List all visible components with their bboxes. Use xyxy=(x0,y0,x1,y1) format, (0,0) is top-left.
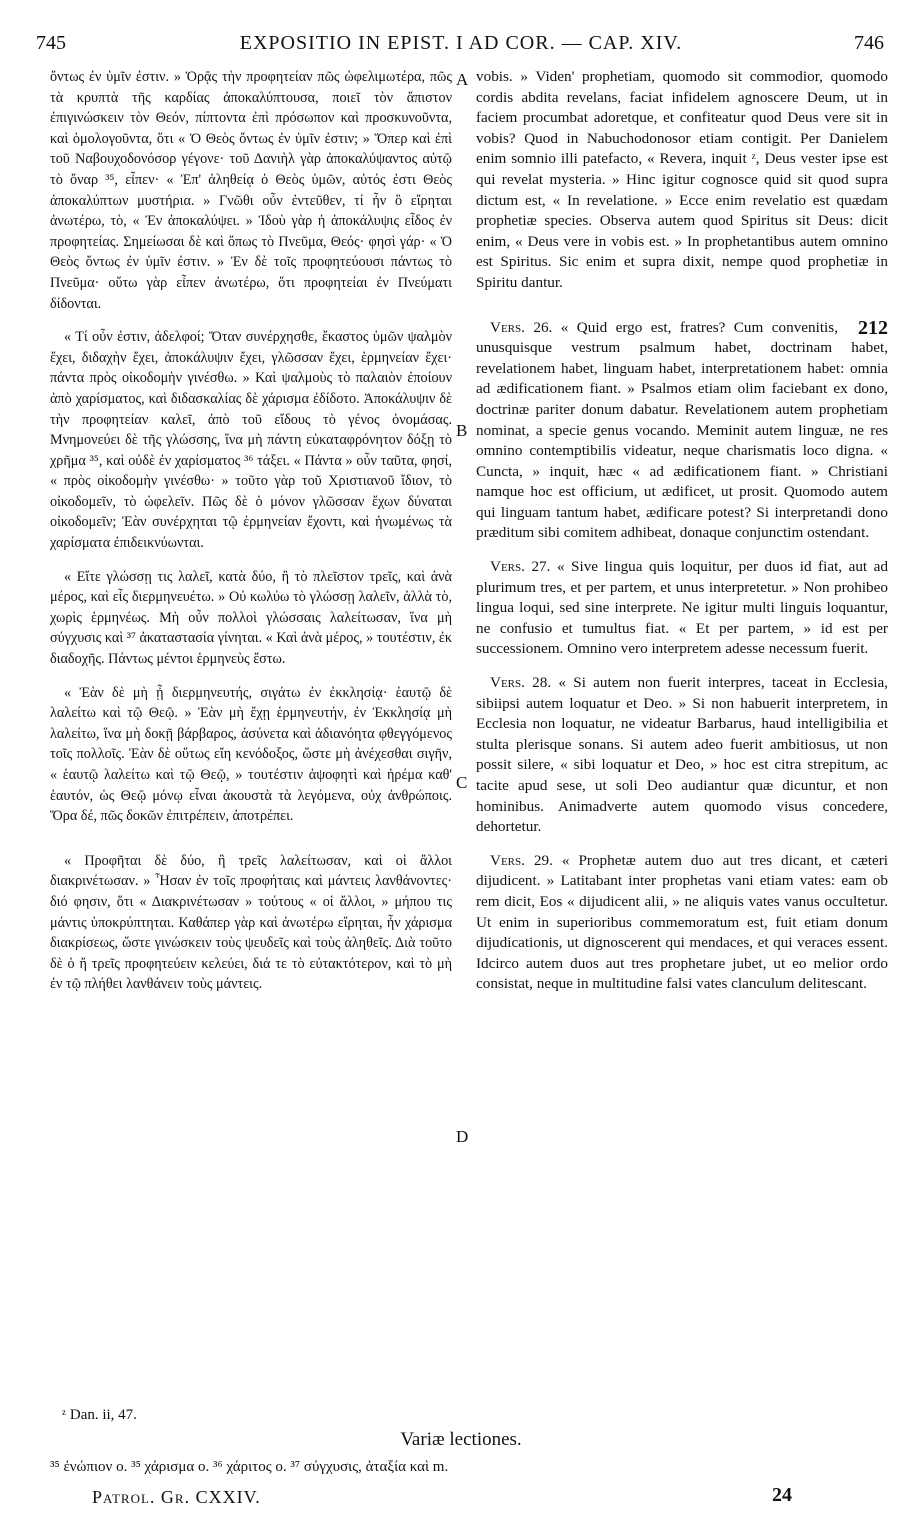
verse-label: Vers. 26. xyxy=(490,318,553,336)
latin-paragraph xyxy=(476,557,888,660)
section-marker-b: B xyxy=(456,421,468,440)
latin-text: « Quid ergo est, fratres? Cum convenitis, unusquisque vestrum psalmum habet, doctrinam habet, revelationem habet, linguam habet, interpretationem habet: omnia ad ædificationem fiant. » Psalmos etiam olim faciebant ex dono, doctrinæ pariter donum dabatur. Revelationem autem prophetiam nominat, a specie genus vocando. Meminit autem linguæ, ne res omnino contemptibilis videatur, neque charismatis loco digna. « Cuncta, » inquit, hæc « ad ædificationem fiant. » Christiani namque hoc est officium, ut ædificet, ut prosit. Quomodo autem qui linguam tantum habet, ædificare potest? Si interpretandi dono præditum sibi comitem adhibeat, donaque conjunctim ostendant. xyxy=(476,318,888,542)
variant-readings-title: Variæ lectiones. xyxy=(400,1429,522,1450)
latin-paragraph xyxy=(476,851,888,995)
running-header xyxy=(0,32,922,56)
latin-text: « Prophetæ autem duo aut tres dicant, et cæteri dijudicent. » Latitabant inter prophetas vani etiam vates: eam ob rem dicit, Eos « dijudicent alii, » ne aliquis vates vanus occultetur. Ut enim in superioribus commemoratum est, fuit etiam donum dijudicationis, ut dignoscerent qui mendaces, et qui veraces essent. Idcirco autem duos aut tres prophetare jubet, ut eo melior ordo consistat, neque in multitudine falsi vates clanculum delitescant. xyxy=(476,851,888,993)
greek-paragraph: ὄντως ἐν ὑμῖν ἐστιν. » Ὁρᾷς τὴν προφητείαν πῶς ὠφελιμωτέρα, πῶς τὰ κρυπτὰ τῆς καρδίας ἀποκαλύπτουσα, ποιεῖ τὸν ἄπιστον ἐπιγινώσκειν τὸν Θεόν, πίπτοντα ἐπὶ πρόσωπον καὶ προσκυνοῦντα, καὶ ὁμολογοῦντα, ὅτι « Ὁ Θεὸς ὄντως ἐν ὑμῖν ἐστιν; » Ὅπερ καὶ ἐπὶ τοῦ Ναβουχοδονόσορ γέγονε· τοῦ Δανιὴλ γὰρ ἀποκαλύψαντος αὐτῷ τὸ ὄναρ ³⁵, εἶπεν· « Ἐπ' ἀληθείᾳ ὁ Θεὸς ὑμῶν, αὐτός ἐστι Θεὸς ἀποκαλύπτων μυστήρια. » Γνῶθι οὖν ἐντεῦθεν, τί ἦν ὃ εἴρηται ἀνωτέρω, τὸ, « Ἐν ἀποκαλύψει. » Ἰδοὺ γὰρ ἡ ἀποκάλυψις εἶδος ἐν προφητείας. Σημείωσαι δὲ καὶ ὅπως τὸ Πνεῦμα, Θεός· φησὶ γάρ· « Ὁ Θεὸς ὄντως ἐν ὑμῖν ἐστιν. » Ἐν δὲ τοῖς προφητεύουσι πάντως τὸ Πνεῦμα· οὕτω γὰρ εἶπεν ἀνωτέρω, ὅτι προφητείαι ἐν Πνεύματι δίδονται. xyxy=(50,69,452,312)
variant-readings: ³⁵ ἐνώπιον ο. ³⁵ χάρισμα ο. ³⁶ χάριτος ο. ³⁷ σύγχυσις, ἀταξία καὶ m. xyxy=(50,1459,449,1475)
latin-text: « Si autem non fuerit interpres, taceat in Ecclesia, sibiipsi autem loquatur et Deo. » Si non habuerit interpretem, in Ecclesia non loquatur, ne videatur Barbarus, haud intelligibilia et stulta plerisque sonans. Si autem adeo fuerit ambitiosus, ut non possit silere, « sibi loquatur et Deo, » hoc est citra strepitum, ac tacite apud sese, ut soli Deo audiantur quæ dicuntur, et non hominibus. Animadverte autem quomodo visus concedere, dehortetur. xyxy=(476,674,888,836)
verse-label: Vers. 27. xyxy=(490,558,551,576)
latin-paragraph xyxy=(476,318,888,545)
greek-paragraph: « Εἴτε γλώσσῃ τις λαλεῖ, κατὰ δύο, ἢ τὸ πλεῖστον τρεῖς, καὶ ἀνὰ μέρος, καὶ εἷς διερμηνευέτω. » Οὐ κωλύω τὸ γλώσσῃ λαλεῖν, ἀλλὰ τὸ, χωρὶς ἑρμηνέως. Μὴ οὖν πολλοὶ γλώσσαις λαλείτωσαν, ἵνα μὴ σύγχυσις καὶ ³⁷ ἀκαταστασία γίνηται. « Καὶ ἀνὰ μέρος, » τουτέστιν, ἐκ διαδοχῆς. Πάντως μέντοι ἑρμηνεὺς ἔστω. xyxy=(50,568,453,668)
latin-text: « Sive lingua quis loquitur, per duos id fiat, aut ad plurimum tres, et per partem, et unus interpretetur. » Non prohibeo lingua loqui, sed sine interprete. Ne igitur multi linguis loquantur, ne confusio et tumultus fiat. « Et per partem, » id est per successionem. Omnino vero interpretem adesse necessum fuerit. xyxy=(476,558,888,658)
verse-label: Vers. 28. xyxy=(490,674,552,692)
section-marker-a: A xyxy=(456,70,469,89)
greek-paragraph: « Προφῆται δὲ δύο, ἢ τρεῖς λαλείτωσαν, καὶ οἱ ἄλλοι διακρινέτωσαν. » Ἦσαν ἐν τοῖς προφήταις καὶ μάντεις λανθάνοντες· διό φησιν, ὅτι « Διακρινέτωσαν » τούτους « οἱ ἄλλοι, » μήπου τις μάντις ὑποκρύπτηται. Καθάπερ γὰρ καὶ ἀνωτέρω εἴρηται, ἦν χάρισμα διακρίσεως, ὥστε γινώσκειν τοὺς ψευδεῖς καὶ τοὺς ἀληθεῖς. Διὰ τοῦτο δὲ ὁ ἤ τρεῖς προφητεύειν κελεύει, διά τε τὸ εὐτακτότερον, καὶ τὸ μὴ ἐν τῷ πλήθει λανθάνειν τοὺς μάντεις. xyxy=(50,852,452,993)
greek-paragraph: « Τί οὖν ἐστιν, ἀδελφοί; Ὅταν συνέρχησθε, ἕκαστος ὑμῶν ψαλμὸν ἔχει, διδαχὴν ἔχει, ἀποκάλυψιν ἔχει, γλῶσσαν ἔχει, ἑρμηνείαν ἔχει· πάντα πρὸς οἰκοδομὴν γινέσθω. » Καὶ ψαλμοὺς τὸ παλαιὸν ἐποίουν ἀπὸ χαρίσματος, καὶ διδασκαλίας δὲ χάρισμα ἐδίδοτο. Ἀποκάλυψιν δὲ τὴν προφητείαν καλεῖ, ἀπὸ τοῦ εἴδους τὸ γένος ὀνομάσας. Μνημονεύει δὲ τῆς γλώσσης, ἵνα μὴ πάντη εὐκαταφρόνητον δόξῃ τὸ χρῆμα ³⁵, καὶ οὐδὲ ἐν χαρίσματος ³⁶ τάξει. « Πάντα » οὖν ταῦτα, φησί, « πρὸς οἰκοδομὴν γινέσθω· » τοῦτο γὰρ τοῦ Χριστιανοῦ ἴδιον, τὸ οἰκοδομεῖν, τὸ ὠφελεῖν. Πῶς δὲ ὁ μόνον γλῶσσαν ἔχων δύναται οἰκοδομεῖν; Ἐὰν συνέρχηται τῷ ἑρμηνείαν ἔχοντι, καὶ ἡνωμένως τὰ χαρίσματα ἐπιδεικνύωνται. xyxy=(50,329,452,552)
latin-column xyxy=(476,67,888,995)
latin-paragraph xyxy=(476,673,888,838)
greek-paragraph: « Ἐὰν δὲ μὴ ᾖ διερμηνευτής, σιγάτω ἐν ἐκκλησίᾳ· ἑαυτῷ δὲ λαλείτω καὶ τῷ Θεῷ. » Ἐὰν μὴ ἔχῃ ἑρμηνευτήν, ἐν Ἐκκλησίᾳ μὴ λαλείτω, ἵνα μὴ δοκῇ βάρβαρος, ἀσύνετα καὶ ἀδιανόητα φθεγγόμενος τοῖς πολλοῖς. Ἐὰν δὲ οὕτως εἴη κενόδοξος, ὥστε μὴ ἀνέχεσθαι σιγῆν, « ἑαυτῷ λαλείτω καὶ τῷ Θεῷ, » τουτέστιν ἀψοφητὶ καὶ ἠρέμα καθ' ἑαυτόν, ὡς Θεῷ μόνῳ εἶναι ἀκουστὰ τὰ λεγόμενα, οὐχ ἀνθρώποις. Ὅρα δέ, πῶς δοκῶν ἐπιτρέπειν, ἀποτρέπει. xyxy=(50,684,452,825)
page-number-left: 745 xyxy=(36,32,66,54)
series-signature: Patrol. Gr. CXXIV. xyxy=(92,1487,261,1507)
latin-paragraph: vobis. » Viden' prophetiam, quomodo sit commodior, quomodo cordis abdita revelans, faciat infidelem agnoscere Deum, ut in faciem procumbat adoretque, et confiteatur quod Deus vere sit in vobis? Quod in Nabuchodonosor etiam contigit. Per Danielem enim somnio illi patefacto, « Revera, inquit ᶻ, Deus vester ipse est qui revelat mysteria. » Hinc igitur cognosce quid sit quod supra dictum est, « In revelatione. » Ecce enim revelatio est quædam prophetiæ species. Observa autem quod Spiritus sit Deus: dicit enim, « Deus vere in vobis est. » In prophetantibus autem omnino est Spiritus. Sic enim et supra dixit, nempe quod prophetiæ in Spiritu dantur. xyxy=(476,68,888,291)
gathering-number: 24 xyxy=(772,1484,792,1506)
page-number-right: 746 xyxy=(854,32,884,54)
column-number: 212 xyxy=(858,316,888,339)
greek-column xyxy=(50,67,452,995)
verse-label: Vers. 29. xyxy=(490,851,553,869)
running-title: EXPOSITIO IN EPIST. I AD COR. — CAP. XIV. xyxy=(239,32,683,54)
footnote: ᶻ Dan. ii, 47. xyxy=(62,1407,137,1423)
section-marker-c: C xyxy=(456,773,468,792)
section-marker-d: D xyxy=(456,1127,469,1146)
